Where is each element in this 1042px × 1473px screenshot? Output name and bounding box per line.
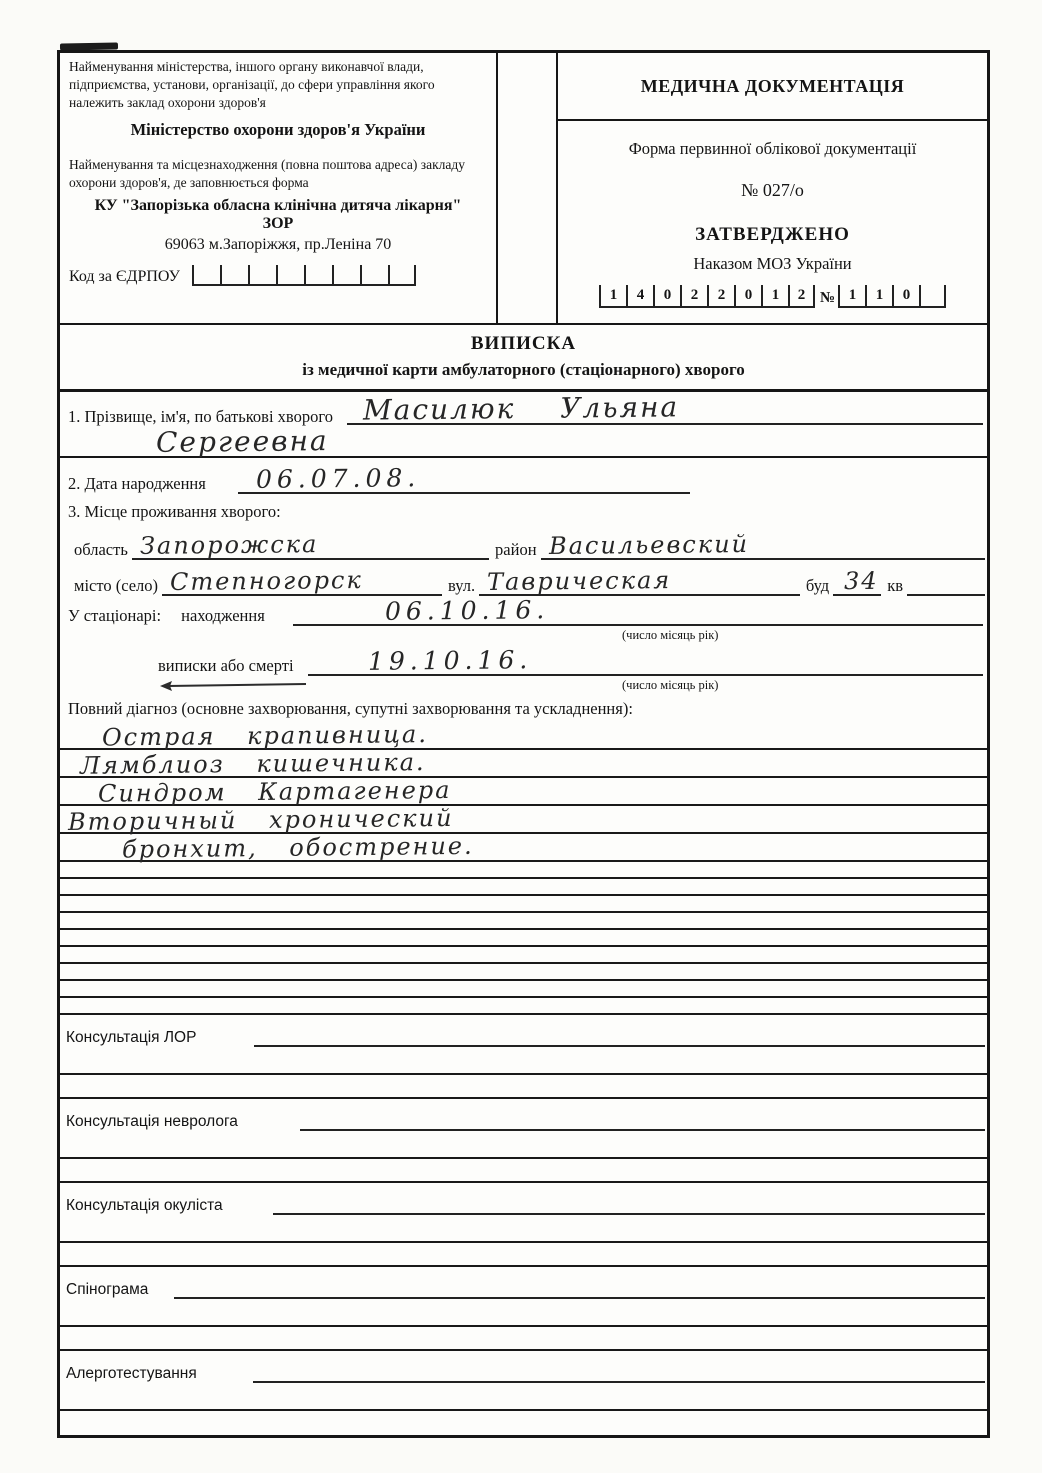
- form-body: [60, 392, 987, 1435]
- digit-cell: [919, 285, 946, 308]
- digit-cell: 1: [599, 285, 626, 308]
- header-left-cell: [60, 53, 498, 323]
- digit-cell: 2: [680, 285, 707, 308]
- header-right-cell: [558, 53, 987, 323]
- edrpou-boxes: [192, 265, 416, 286]
- ruled-line: [60, 1047, 987, 1075]
- birth-date-handwritten: 06.07.08.: [255, 463, 421, 494]
- ruled-line: [60, 1327, 987, 1351]
- approved-label: ЗАТВЕРДЖЕНО: [695, 224, 850, 245]
- section-label: Консультація невролога: [66, 1113, 238, 1130]
- ruled-line: [60, 1159, 987, 1183]
- diagnosis-handwritten-line: бронхит, обострение.: [121, 832, 474, 864]
- section-label: Консультація окуліста: [66, 1197, 223, 1214]
- discharge-row: [60, 646, 987, 678]
- diagnosis-line: [60, 776, 987, 809]
- digit-cell: 2: [707, 285, 734, 308]
- hospital-stay-label: У стаціонарі:: [68, 606, 162, 625]
- order-number-label: №: [819, 290, 836, 306]
- diagnosis-label-row: [60, 696, 987, 722]
- facility-address: 69063 м.Запоріжжя, пр.Леніна 70: [164, 236, 392, 254]
- digit-cell: 1: [761, 285, 788, 308]
- admission-label: находження: [181, 606, 265, 625]
- residence-label: 3. Місце проживання хворого:: [68, 502, 281, 521]
- edrpou-row: [69, 265, 487, 286]
- section-underline: [300, 1129, 985, 1131]
- city-label: місто (село): [74, 576, 159, 595]
- section-label: Спінограма: [66, 1281, 149, 1298]
- section-underline: [174, 1297, 985, 1299]
- building-label: буд: [805, 576, 830, 595]
- street-handwritten: Таврическая: [486, 566, 672, 596]
- ruled-line: [60, 1243, 987, 1267]
- edrpou-cell: [360, 265, 388, 286]
- digit-cell: 1: [838, 285, 865, 308]
- ruled-line: [60, 1411, 987, 1435]
- city-street-row: [60, 562, 987, 598]
- section-oculist: [60, 1183, 987, 1267]
- diagnosis-handwritten-line: Синдром Картагенера: [97, 776, 452, 809]
- diagnosis-label: Повний діагноз (основне захворювання, супутні захворювання та ускладнення):: [68, 699, 633, 718]
- city-handwritten: Степногорск: [169, 565, 363, 597]
- ruled-line: [60, 1075, 987, 1099]
- patient-name-handwritten: Масилюк Ульяна: [362, 390, 680, 427]
- ruled-line: [60, 998, 987, 1015]
- oblast-field: [132, 530, 489, 560]
- order-number-boxes: [838, 285, 946, 308]
- handwritten-arrow-mark: [158, 679, 308, 693]
- apartment-label: кв: [887, 576, 903, 595]
- residence-row: [60, 496, 987, 526]
- date-format-caption: (число місяць рік): [622, 628, 719, 642]
- section-allergy-testing: [60, 1351, 987, 1435]
- date-format-caption: (число місяць рік): [622, 678, 719, 692]
- admission-field: [293, 595, 983, 626]
- section-label: Алерготестування: [66, 1365, 197, 1382]
- order-date-boxes: [599, 285, 815, 308]
- street-field: [479, 566, 800, 596]
- approved-by-label: Наказом МОЗ України: [693, 254, 852, 273]
- raion-handwritten: Васильевский: [548, 529, 749, 561]
- section-underline: [254, 1045, 985, 1047]
- date-format-caption-row-2: [60, 678, 987, 696]
- diagnosis-handwritten-line: Острая крапивница.: [101, 720, 429, 752]
- date-format-caption-row: [60, 628, 987, 646]
- form-type-label: Форма первинної облікової документації: [628, 139, 917, 158]
- discharge-date-handwritten: 19.10.16.: [367, 645, 533, 676]
- section-neurologist: [60, 1099, 987, 1183]
- edrpou-cell: [248, 265, 276, 286]
- edrpou-cell: [276, 265, 304, 286]
- ruled-line: [60, 964, 987, 981]
- medical-form-027: [57, 50, 990, 1438]
- digit-cell: 0: [734, 285, 761, 308]
- diagnosis-handwritten-line: Лямблиоз кишечника.: [79, 748, 426, 781]
- city-field: [162, 565, 442, 597]
- birth-date-label: 2. Дата народження: [68, 474, 206, 493]
- ministry-name: Міністерство охорони здоров'я України: [130, 120, 426, 140]
- edrpou-cell: [192, 265, 220, 286]
- diagnosis-line: [60, 804, 987, 837]
- apartment-field: [907, 594, 985, 596]
- raion-field: [541, 529, 985, 561]
- discharge-field: [308, 645, 983, 676]
- digit-cell: 2: [788, 285, 815, 308]
- edrpou-cell: [220, 265, 248, 286]
- edrpou-cell: [388, 265, 416, 286]
- section-underline: [273, 1213, 985, 1215]
- section-lor: [60, 1015, 987, 1099]
- ruled-line: [60, 896, 987, 913]
- form-number: № 027/о: [741, 180, 804, 200]
- section-underline: [253, 1381, 985, 1383]
- patient-name-field: [347, 390, 983, 427]
- ruled-line: [60, 879, 987, 896]
- ruled-line: [60, 947, 987, 964]
- diagnosis-line: [60, 748, 987, 781]
- extract-title: ВИПИСКА: [470, 333, 577, 354]
- ruled-line: [60, 1299, 987, 1327]
- section-spirogram: [60, 1267, 987, 1351]
- header-gap-column: [498, 53, 558, 323]
- discharge-label: виписки або смерті: [158, 656, 294, 675]
- facility-note: Найменування та місцезнаходження (повна поштова адреса) закладу охорони здоров'я, де заповнюється форма: [69, 157, 466, 191]
- building-handwritten: 34: [843, 566, 879, 596]
- ruled-line: [60, 862, 987, 879]
- digit-cell: 0: [892, 285, 919, 308]
- facility-name-2: ЗОР: [262, 215, 294, 233]
- order-date-number-row: [558, 285, 987, 308]
- street-label: вул.: [447, 576, 476, 595]
- admission-date-handwritten: 06.10.16.: [384, 595, 550, 626]
- oblast-raion-row: [60, 526, 987, 562]
- edrpou-cell: [304, 265, 332, 286]
- ruled-line: [60, 981, 987, 998]
- digit-cell: 0: [653, 285, 680, 308]
- extract-subtitle: із медичної карти амбулаторного (стаціонарного) хворого: [302, 360, 745, 379]
- doc-type-title: МЕДИЧНА ДОКУМЕНТАЦІЯ: [558, 53, 987, 121]
- oblast-label: область: [74, 540, 128, 559]
- facility-name: КУ "Запорізька обласна клінічна дитяча лікарня": [94, 197, 462, 215]
- raion-label: район: [495, 540, 537, 559]
- edrpou-cell: [332, 265, 360, 286]
- ruled-line: [60, 1383, 987, 1411]
- diagnosis-line: [60, 722, 987, 750]
- birth-date-field: [238, 463, 690, 494]
- ruled-line: [60, 1215, 987, 1243]
- ruled-line: [60, 913, 987, 930]
- edrpou-label: Код за ЄДРПОУ: [69, 268, 180, 286]
- title-block: [60, 325, 987, 392]
- oblast-handwritten: Запорожска: [139, 530, 319, 560]
- patient-name-handwritten-2: Сергеевна: [155, 424, 329, 459]
- ruled-line: [60, 1131, 987, 1159]
- digit-cell: 4: [626, 285, 653, 308]
- birth-date-row: [60, 458, 987, 496]
- form-header: [60, 53, 987, 325]
- admission-row: [60, 595, 987, 628]
- patient-name-row: [60, 392, 987, 458]
- ruled-line: [60, 930, 987, 947]
- digit-cell: 1: [865, 285, 892, 308]
- patient-name-label: 1. Прізвище, ім'я, по батькові хворого: [68, 407, 333, 426]
- section-label: Консультація ЛОР: [66, 1029, 197, 1046]
- building-field: [833, 566, 881, 596]
- ministry-note: Найменування міністерства, іншого органу виконавчої влади, підприємства, установи, організації, до сфери управління якого належить заклад охорони здоров'я: [69, 59, 435, 110]
- diagnosis-line: [60, 834, 987, 862]
- diagnosis-handwritten-line: Вторичный хронический: [67, 804, 454, 837]
